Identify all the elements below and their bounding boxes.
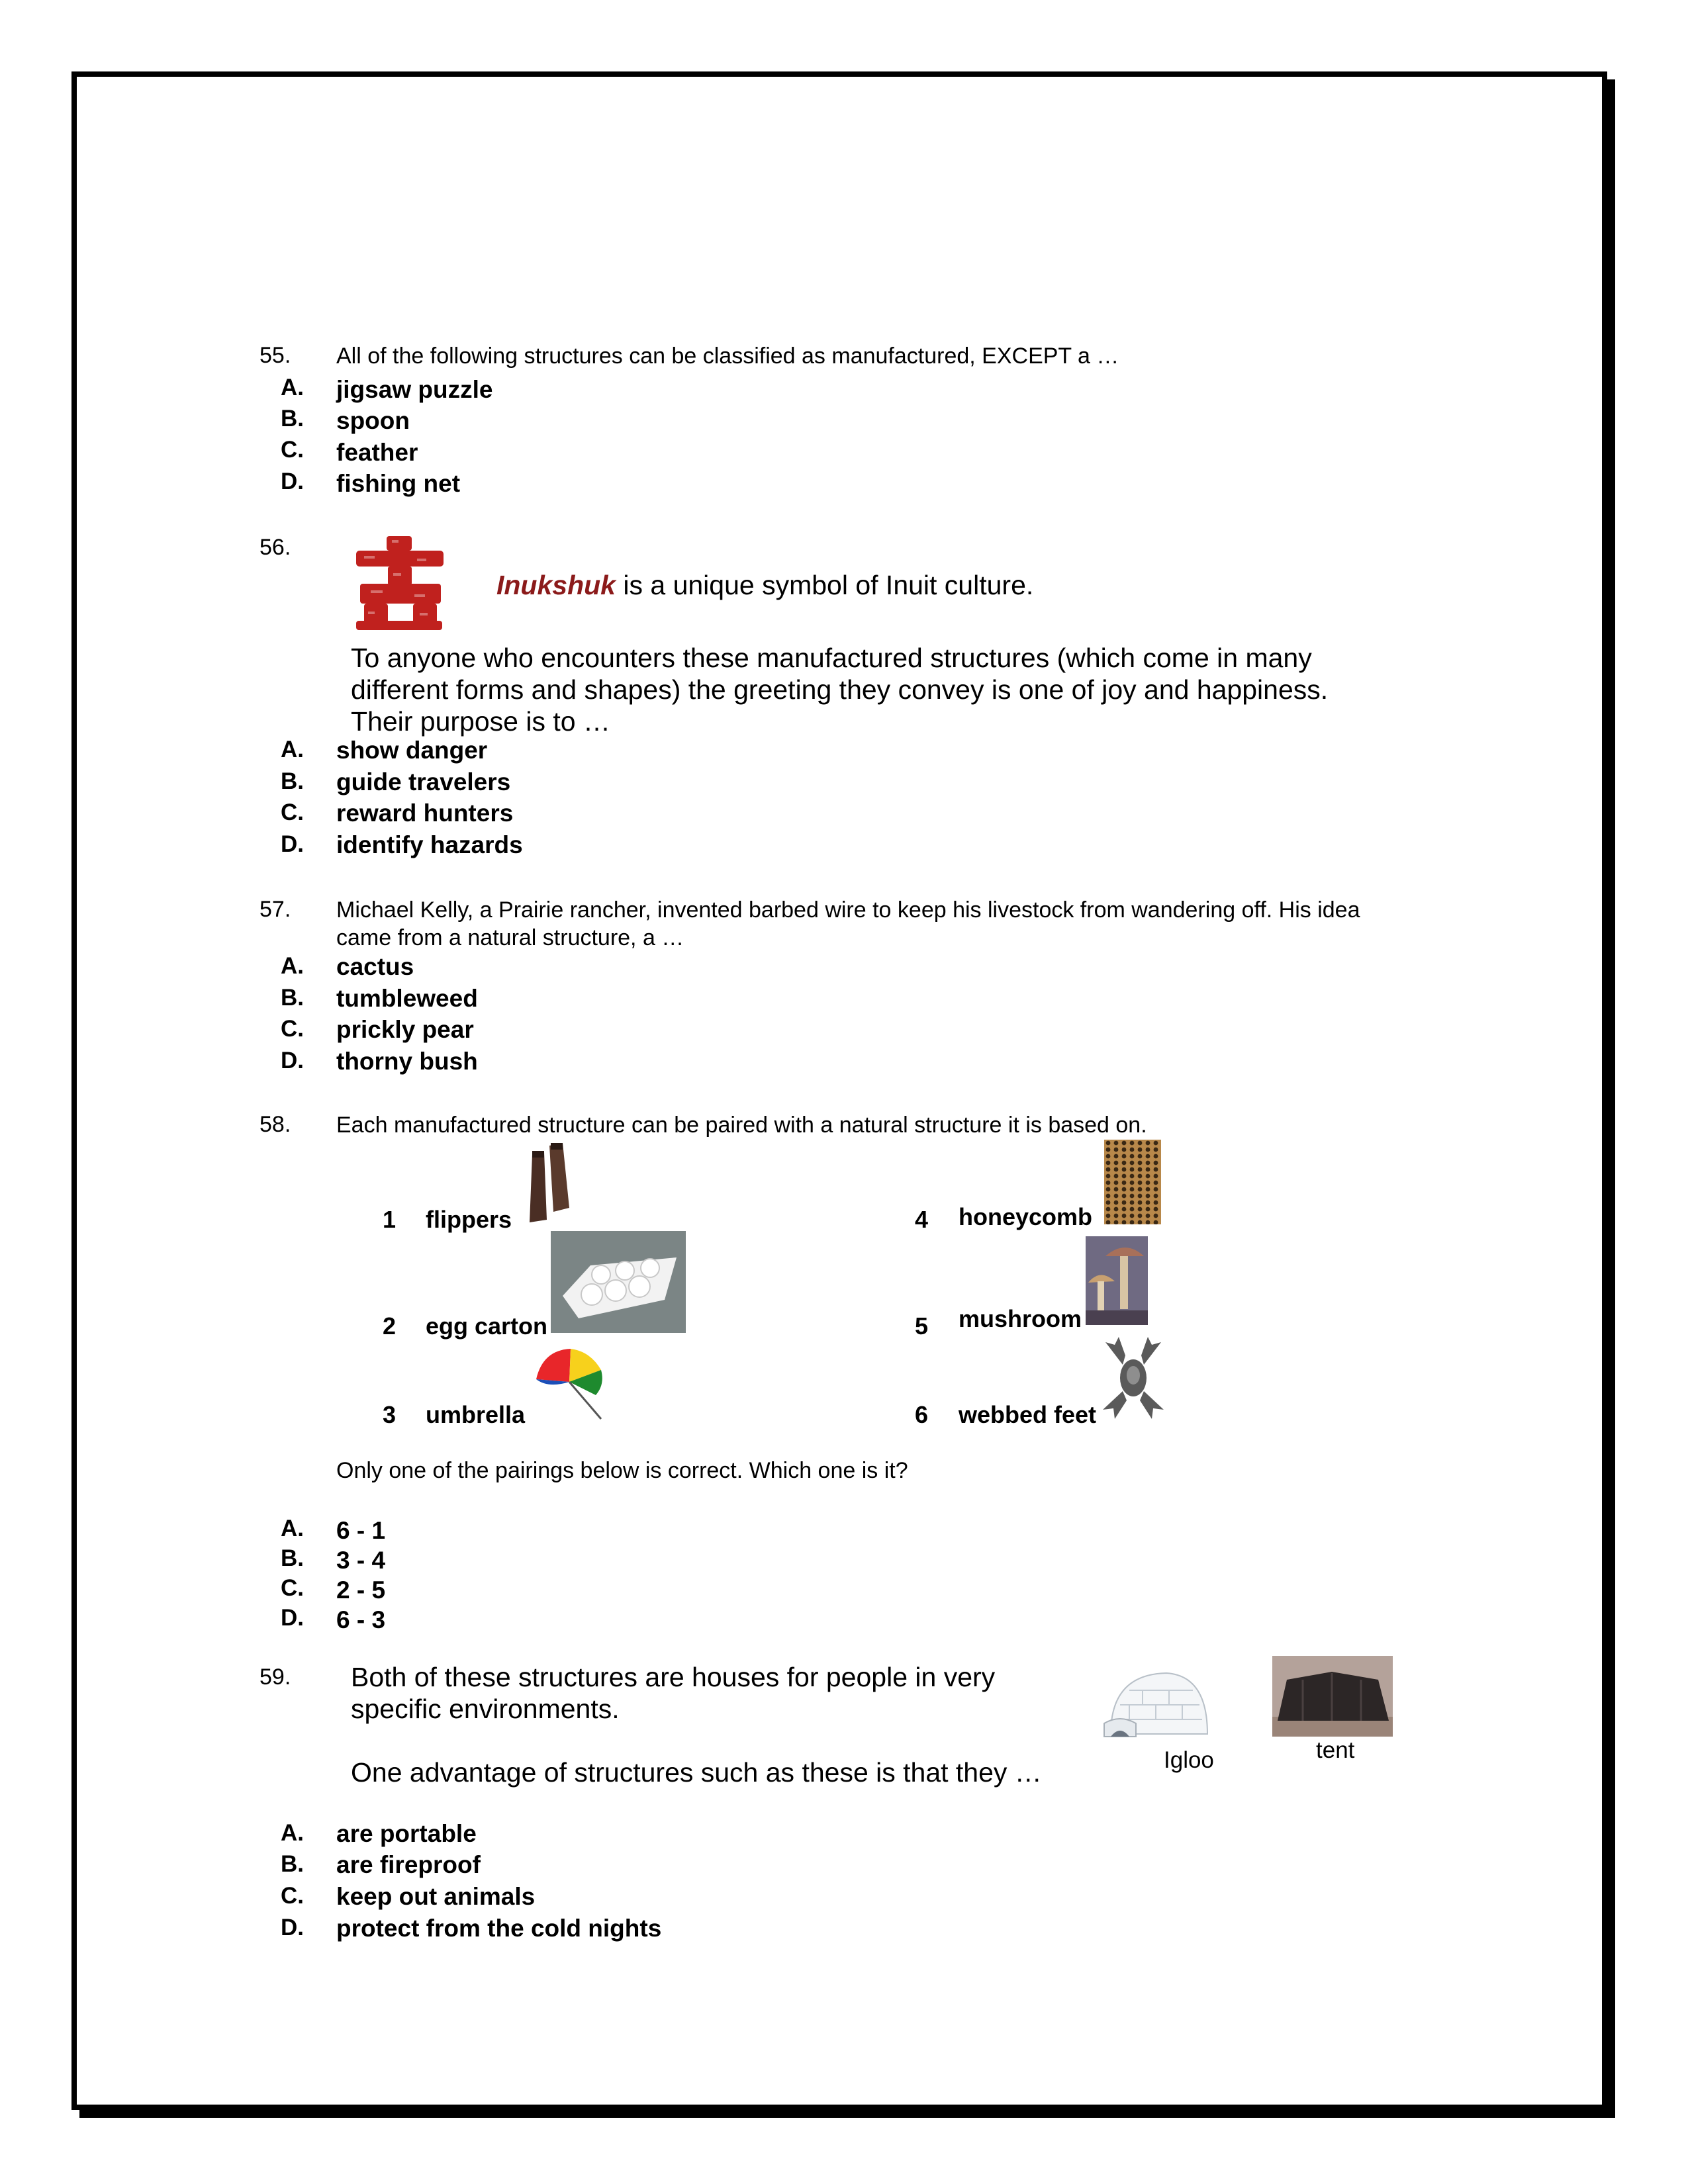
- option-letter: C.: [281, 1575, 304, 1601]
- question-stem-line: Their purpose is to …: [351, 706, 610, 737]
- option-letter: B.: [281, 1851, 304, 1877]
- option-letter: A.: [281, 1516, 304, 1541]
- option-text[interactable]: tumbleweed: [336, 985, 478, 1012]
- webbed-feet-icon: [1096, 1336, 1170, 1422]
- option-text[interactable]: thorny bush: [336, 1048, 478, 1075]
- option-text[interactable]: guide travelers: [336, 768, 511, 796]
- option-letter: B.: [281, 768, 304, 794]
- question-stem: All of the following structures can be classified as manufactured, EXCEPT a …: [336, 343, 1119, 369]
- question-stem-line: To anyone who encounters these manufactured structures (which come in many: [351, 643, 1312, 673]
- option-text[interactable]: jigsaw puzzle: [336, 376, 493, 403]
- inukshuk-icon: [351, 535, 449, 634]
- option-letter: D.: [281, 1605, 304, 1631]
- option-letter: C.: [281, 1016, 304, 1042]
- option-text[interactable]: 2 - 5: [336, 1576, 386, 1604]
- option-text[interactable]: feather: [336, 439, 418, 466]
- pair-label: honeycomb: [959, 1203, 1093, 1230]
- honeycomb-icon: [1104, 1140, 1161, 1224]
- option-text[interactable]: spoon: [336, 407, 410, 434]
- option-letter: A.: [281, 953, 304, 979]
- option-text[interactable]: cactus: [336, 953, 414, 980]
- egg-carton-icon: [551, 1231, 686, 1333]
- question-stem-line: Michael Kelly, a Prairie rancher, invented barbed wire to keep his livestock from wandering off. His idea: [336, 897, 1360, 923]
- inukshuk-statement: [496, 569, 1033, 601]
- option-letter: A.: [281, 375, 304, 400]
- pair-number: 1: [383, 1206, 397, 1233]
- pair-label: umbrella: [426, 1401, 526, 1428]
- question-stem-line: Both of these structures are houses for people in very: [351, 1662, 996, 1692]
- option-letter: A.: [281, 1820, 304, 1846]
- pair-label: mushroom: [959, 1305, 1082, 1332]
- option-text[interactable]: 6 - 3: [336, 1606, 386, 1633]
- pair-label: egg carton: [426, 1312, 548, 1340]
- tent-icon: [1272, 1656, 1393, 1737]
- pair-number: 6: [915, 1401, 929, 1428]
- option-text[interactable]: fishing net: [336, 470, 461, 497]
- pair-number: 4: [915, 1206, 929, 1233]
- question-number: 59.: [259, 1664, 291, 1690]
- option-text[interactable]: keep out animals: [336, 1883, 536, 1910]
- option-letter: D.: [281, 1915, 304, 1940]
- option-letter: D.: [281, 469, 304, 494]
- flippers-icon: [524, 1142, 574, 1224]
- pair-label: flippers: [426, 1206, 512, 1233]
- option-letter: C.: [281, 437, 304, 463]
- option-text[interactable]: reward hunters: [336, 799, 514, 827]
- question-stem-line: One advantage of structures such as these is that they …: [351, 1757, 1042, 1788]
- inukshuk-word: Inukshuk: [496, 570, 616, 600]
- question-stem-line: came from a natural structure, a …: [336, 925, 684, 950]
- pair-label: webbed feet: [959, 1401, 1097, 1428]
- option-text[interactable]: 3 - 4: [336, 1547, 386, 1574]
- question-number: 55.: [259, 343, 291, 368]
- question-number: 57.: [259, 897, 291, 922]
- igloo-icon: [1103, 1668, 1211, 1741]
- pair-number: 5: [915, 1312, 929, 1340]
- question-number: 56.: [259, 535, 291, 560]
- pair-number: 2: [383, 1312, 397, 1340]
- option-letter: C.: [281, 1883, 304, 1909]
- option-letter: B.: [281, 985, 304, 1011]
- pair-number: 3: [383, 1401, 397, 1428]
- option-text[interactable]: are fireproof: [336, 1851, 481, 1878]
- option-letter: B.: [281, 1545, 304, 1571]
- question-stem-line: specific environments.: [351, 1694, 620, 1724]
- tent-caption: tent: [1316, 1737, 1355, 1763]
- mushroom-icon: [1086, 1236, 1148, 1325]
- question-stem: Each manufactured structure can be paired with a natural structure it is based on.: [336, 1113, 1147, 1138]
- option-letter: D.: [281, 831, 304, 857]
- question-number: 58.: [259, 1112, 291, 1137]
- option-text[interactable]: identify hazards: [336, 831, 523, 858]
- option-letter: D.: [281, 1048, 304, 1073]
- option-text[interactable]: 6 - 1: [336, 1517, 386, 1544]
- option-text[interactable]: show danger: [336, 737, 488, 764]
- option-letter: B.: [281, 406, 304, 432]
- option-text[interactable]: prickly pear: [336, 1016, 474, 1043]
- inukshuk-statement-rest: is a unique symbol of Inuit culture.: [615, 570, 1034, 600]
- option-text[interactable]: are portable: [336, 1820, 477, 1847]
- option-letter: C.: [281, 799, 304, 825]
- igloo-caption: Igloo: [1164, 1747, 1214, 1773]
- umbrella-icon: [532, 1345, 609, 1422]
- question-stem-line: different forms and shapes) the greeting they convey is one of joy and happiness.: [351, 674, 1329, 705]
- option-letter: A.: [281, 737, 304, 762]
- option-text[interactable]: protect from the cold nights: [336, 1915, 662, 1942]
- pairing-prompt: Only one of the pairings below is correct. Which one is it?: [336, 1458, 908, 1483]
